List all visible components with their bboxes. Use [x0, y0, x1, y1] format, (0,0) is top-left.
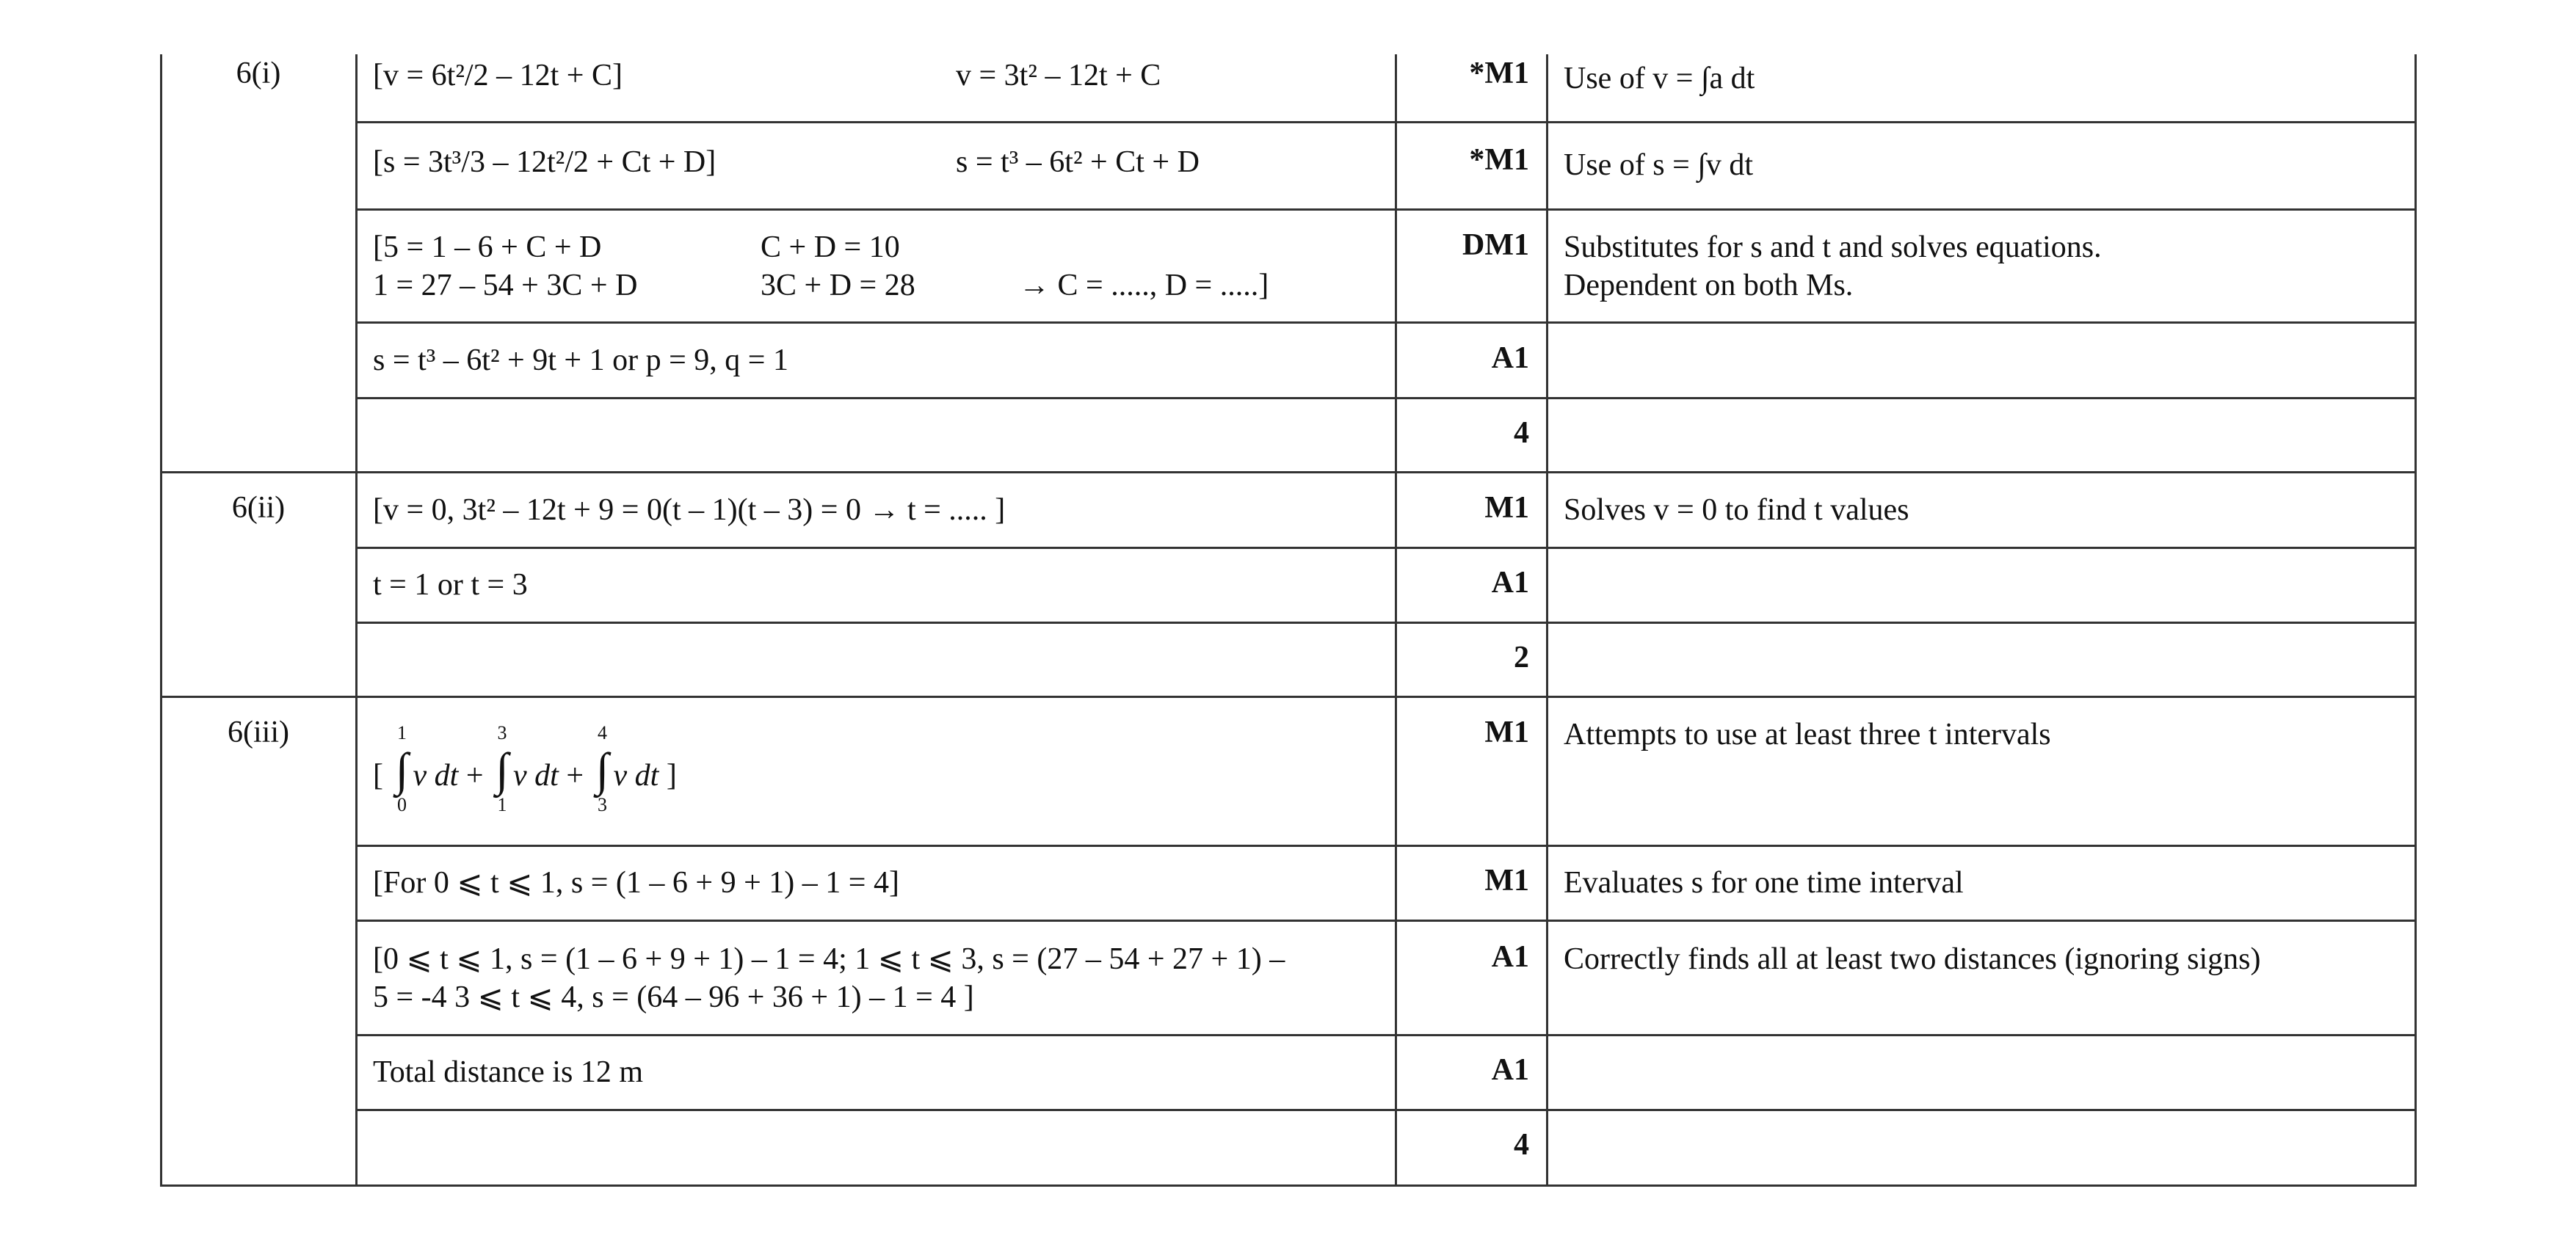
working-6i-r1b: v = 3t² – 12t + C [956, 59, 1161, 92]
working-6ii-r2: t = 1 or t = 3 [373, 568, 528, 602]
guidance-6iii-r2: Evaluates s for one time interval [1564, 866, 1964, 900]
row-divider [355, 622, 2417, 624]
guidance-6iii-r3: Correctly finds all at least two distances (ignoring signs) [1564, 942, 2261, 976]
integral-sign-1: 1 ∫ 0 [391, 750, 413, 796]
working-6i-r2a: [s = 3t³/3 – 12t²/2 + Ct + D] [373, 145, 716, 179]
total-6iii: 4 [1514, 1128, 1529, 1162]
working-6iii-r3-line1: [0 ⩽ t ⩽ 1, s = (1 – 6 + 9 + 1) – 1 = 4; 1 ⩽ t ⩽ 3, s = (27 – 54 + 27 + 1) – [373, 942, 1285, 976]
table-divider-guidance [1546, 54, 1548, 1187]
guidance-6iii-r1: Attempts to use at least three t intervals [1564, 718, 2051, 751]
guidance-6i-r1: Use of v = ∫a dt [1564, 62, 1755, 95]
integral-sign-2: 3 ∫ 1 [491, 750, 513, 796]
upper-limit-2: 3 [497, 722, 507, 743]
row-divider [355, 920, 2417, 922]
working-6i-r3b3: → C = ....., D = .....] [1019, 269, 1269, 302]
section-divider [160, 696, 2417, 698]
bracket-open: [ [373, 759, 391, 793]
guidance-6i-r3-line1: Substitutes for s and t and solves equations. [1564, 230, 2102, 264]
working-6i-r3a2: C + D = 10 [761, 230, 900, 264]
working-6i-r1a: [v = 6t²/2 – 12t + C] [373, 59, 623, 92]
section-divider [160, 471, 2417, 473]
total-6ii: 2 [1514, 641, 1529, 674]
row-divider [355, 321, 2417, 324]
working-6iii-r4: Total distance is 12 m [373, 1055, 643, 1089]
lower-limit-1: 0 [397, 794, 407, 815]
working-6iii-r3-line2: 5 = -4 3 ⩽ t ⩽ 4, s = (64 – 96 + 36 + 1) – 1 = 4 ] [373, 980, 974, 1014]
mark-6iii-r2: M1 [1484, 864, 1529, 898]
row-divider [355, 1109, 2417, 1111]
lower-limit-3: 3 [598, 794, 607, 815]
question-label-6ii: 6(ii) [231, 491, 286, 525]
guidance-6ii-r1: Solves v = 0 to find t values [1564, 493, 1909, 527]
integral-sign-3: 4 ∫ 3 [592, 750, 614, 796]
mark-6i-r2: *M1 [1469, 143, 1529, 177]
question-label-6i: 6(i) [236, 57, 281, 90]
row-divider [355, 845, 2417, 847]
row-divider [355, 208, 2417, 211]
question-label-6iii: 6(iii) [228, 716, 289, 749]
working-6iii-r2: [For 0 ⩽ t ⩽ 1, s = (1 – 6 + 9 + 1) – 1 = 4] [373, 866, 899, 900]
row-divider [355, 1034, 2417, 1036]
upper-limit-3: 4 [598, 722, 607, 743]
integral-expression: [ 1 ∫ 0 v dt + 3 ∫ 1 v dt + 4 ∫ 3 v dt ] [373, 750, 677, 796]
row-divider [355, 547, 2417, 549]
guidance-6i-r3-line2: Dependent on both Ms. [1564, 269, 1854, 302]
row-divider [355, 397, 2417, 399]
mark-6i-r3: DM1 [1462, 228, 1529, 262]
mark-6i-r1: *M1 [1469, 57, 1529, 90]
table-divider-answer [355, 54, 358, 1187]
mark-6ii-r2: A1 [1491, 566, 1529, 600]
mark-6iii-r1: M1 [1484, 716, 1529, 749]
working-6i-r3a1: [5 = 1 – 6 + C + D [373, 230, 602, 264]
working-6i-r4: s = t³ – 6t² + 9t + 1 or p = 9, q = 1 [373, 343, 788, 377]
mark-6i-r4: A1 [1491, 341, 1529, 375]
mark-6iii-r4: A1 [1491, 1053, 1529, 1087]
working-6i-r3b2: 3C + D = 28 [761, 269, 915, 302]
total-6i: 4 [1514, 416, 1529, 450]
mark-6ii-r1: M1 [1484, 491, 1529, 525]
lower-limit-2: 1 [497, 794, 507, 815]
mark-6iii-r3: A1 [1491, 940, 1529, 974]
table-border-bottom [160, 1184, 2417, 1187]
upper-limit-1: 1 [397, 722, 407, 743]
table-divider-marks [1395, 54, 1397, 1187]
working-6i-r2b: s = t³ – 6t² + Ct + D [956, 145, 1200, 179]
table-border-right [2414, 54, 2417, 1187]
row-divider [355, 121, 2417, 123]
guidance-6i-r2: Use of s = ∫v dt [1564, 148, 1754, 182]
table-border-left [160, 54, 162, 1187]
working-6i-r3b1: 1 = 27 – 54 + 3C + D [373, 269, 638, 302]
working-6ii-r1: [v = 0, 3t² – 12t + 9 = 0(t – 1)(t – 3) = 0 → t = ..... ] [373, 493, 1006, 527]
bracket-close: ] [666, 759, 677, 793]
